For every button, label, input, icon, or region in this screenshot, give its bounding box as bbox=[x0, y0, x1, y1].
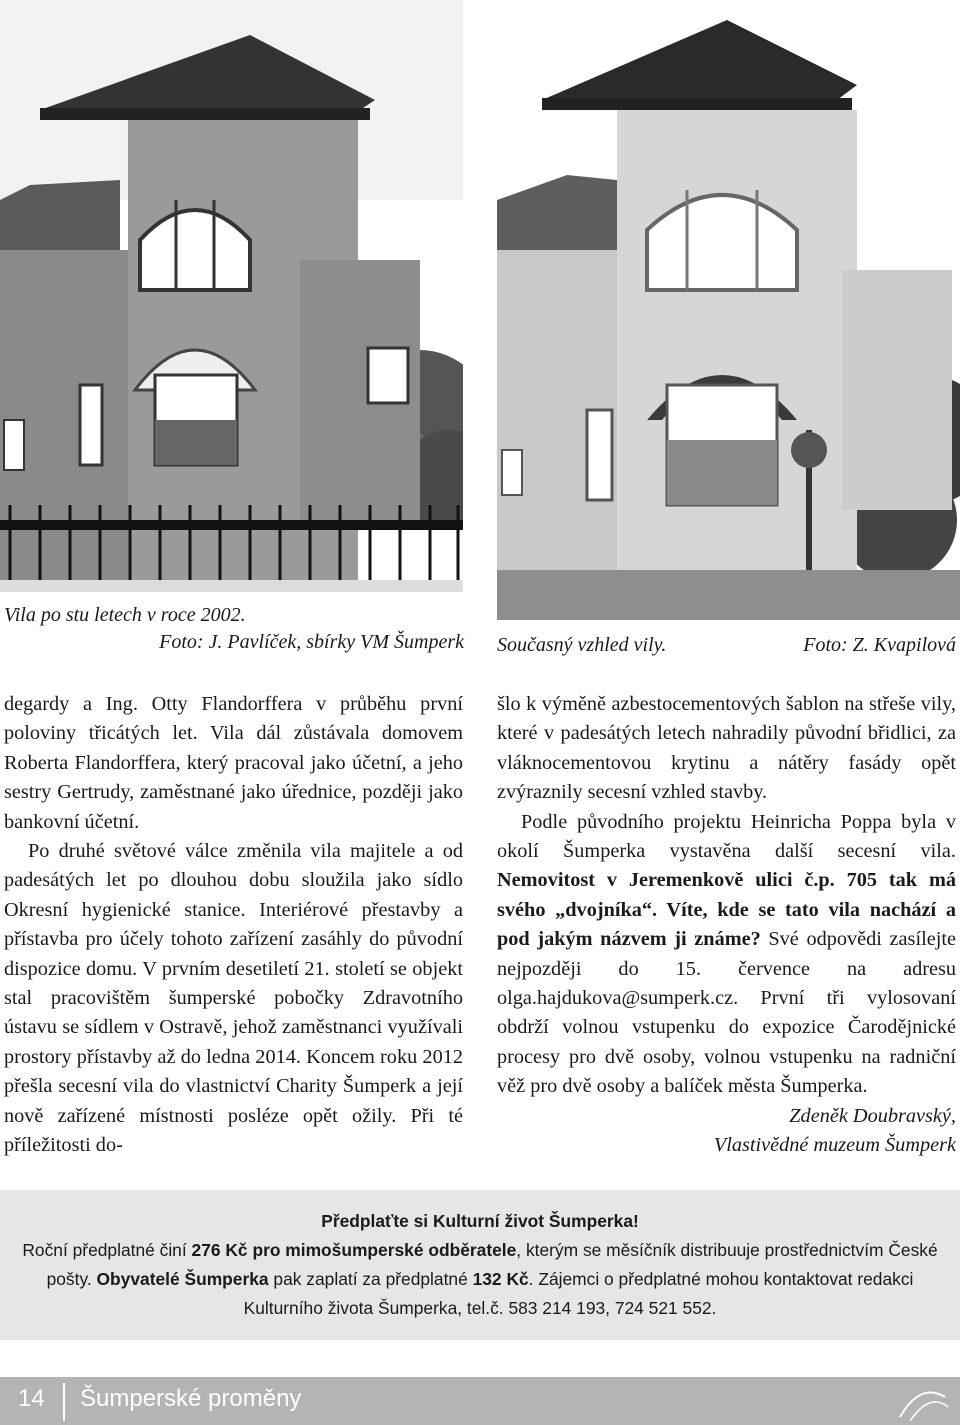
right-paragraph-2 bbox=[497, 808, 956, 1102]
page-footer bbox=[0, 1377, 960, 1425]
right-caption-credit: Foto: Z. Kvapilová bbox=[803, 634, 956, 656]
left-caption-credit: Foto: J. Pavlíček, sbírky VM Šumperk bbox=[159, 631, 464, 653]
subscription-title: Předplaťte si Kulturní život Šumperka! bbox=[321, 1211, 639, 1231]
subscription-price-nonresident: 276 Kč pro mimošumperské odběratele bbox=[191, 1240, 517, 1260]
left-caption-title: Vila po stu letech v roce 2002. bbox=[4, 604, 246, 626]
contest-intro-text: Podle původního projektu Heinricha Poppa byla v okolí Šumperka vystavěna další secesní vila. bbox=[497, 810, 956, 863]
right-photo-caption bbox=[497, 632, 956, 659]
left-paragraph-1: degardy a Ing. Otty Flandorffera v průběhu první poloviny třicátých let. Vila dál zůstávala domovem Roberta Flandorffera, který pracoval jako účetní, a jeho sestry Gertrudy, zaměstnané jako úřednice, později jako bankovní účetní. bbox=[4, 693, 463, 833]
author-name: Zdeněk Doubravský, bbox=[789, 1104, 956, 1127]
page-number: 14 bbox=[18, 1385, 45, 1412]
right-text-column bbox=[497, 690, 956, 1161]
subscription-text bbox=[0, 1236, 960, 1323]
author-organization: Vlastivědné muzeum Šumperk bbox=[713, 1134, 956, 1157]
footer-divider bbox=[63, 1383, 65, 1421]
left-text-column bbox=[4, 690, 463, 1161]
subscription-text-2: , kterým se měsíčník distribuuje prostřednictvím České pošty. bbox=[46, 1240, 938, 1289]
subscription-residents: Obyvatelé Šumperka bbox=[96, 1269, 269, 1289]
historic-villa-photo bbox=[0, 0, 463, 592]
contest-question: Nemovitost v Jeremenkově ulici č.p. 705 tak má svého „dvojníka“. Víte, kde se tato vila nachází a pod jakým názvem ji známe? bbox=[497, 869, 956, 951]
section-title: Šumperské proměny bbox=[80, 1385, 302, 1412]
right-caption-title: Současný vzhled vily. bbox=[497, 634, 667, 656]
subscription-contact: . Zájemci o předplatné mohou kontaktovat redakci Kulturního života Šumperka, tel.č. 583 214 193, 724 521 552. bbox=[243, 1269, 914, 1318]
subscription-text-1: Roční předplatné činí bbox=[22, 1240, 192, 1260]
right-paragraph-1: šlo k výměně azbestocementových šablon na střeše vily, které v padesátých letech nahradily původní břidlici, za vláknocementovou krytinu a nátěry fasády opět zvýraznily secesní vzhled stavby. bbox=[497, 693, 956, 804]
subscription-box bbox=[0, 1190, 960, 1340]
subscription-price-resident: 132 Kč bbox=[472, 1269, 529, 1289]
subscription-text-3: pak zaplatí za předplatné bbox=[268, 1269, 473, 1289]
contest-instructions: Své odpovědi zasílejte nejpozději do 15. července na adresu olga.hajdukova@sumperk.cz. První tři vylosovaní obdrží volnou vstupenku do expozice Čarodějnické procesy pro dvě osoby, volnou vstupenku na radniční věž pro dvě osoby a balíček města Šumperka. bbox=[497, 928, 956, 1098]
current-villa-photo bbox=[497, 0, 960, 620]
left-paragraph-2: Po druhé světové válce změnila vila majitele a od padesátých let po dlouhou dobu sloužila jako sídlo Okresní hygienické stanice. Interiérové přestavby a přístavba pro účely tohoto zařízení zasáhly do původní dispozice domu. V prvním desetiletí 21. století se objekt stal pracovištěm šumperské pobočky Zdravotního ústavu se sídlem v Ostravě, jehož zaměstnanci využívali prostory přístavby až do ledna 2014. Koncem roku 2012 přešla secesní vila do vlastnictví Charity Šumperk a její nově zařízené místnosti posléze opět ožily. Při té příležitosti do- bbox=[4, 840, 463, 1157]
decorative-swirl-icon bbox=[890, 1377, 950, 1425]
left-photo-caption bbox=[4, 602, 464, 656]
